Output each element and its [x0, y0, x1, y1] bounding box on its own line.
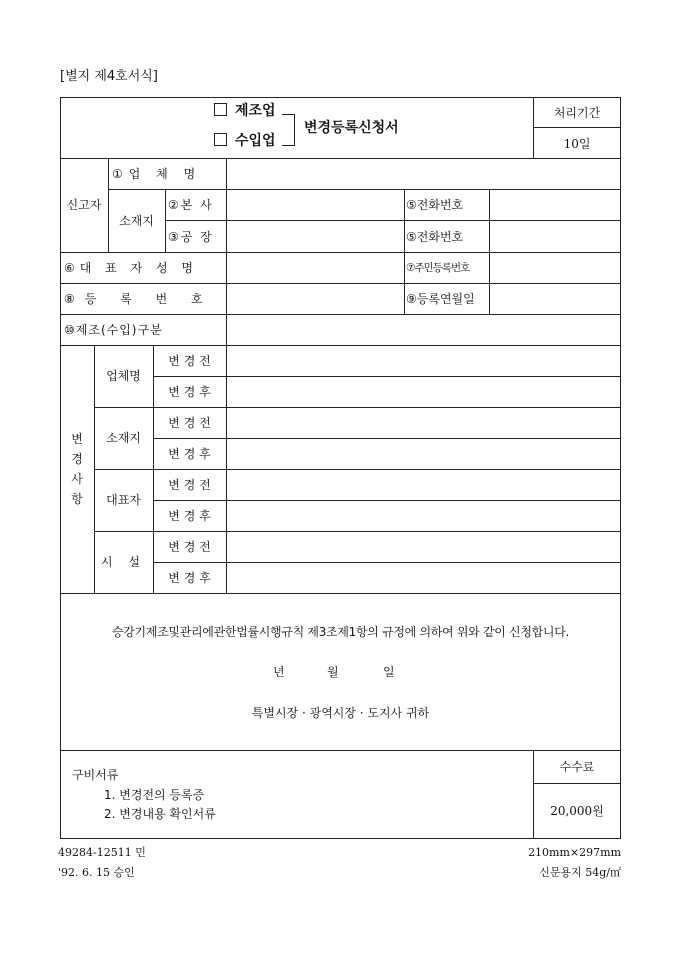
head-office-label: ②본 사: [168, 198, 214, 212]
option-import[interactable]: 수입업: [214, 133, 276, 149]
representative-name-label: ⑥대 표 자 성 명: [64, 261, 198, 275]
representative-before-field[interactable]: [227, 470, 620, 499]
phone-label-head-office: ⑤전화번호: [406, 198, 464, 212]
checkbox-manufacture[interactable]: [214, 103, 227, 116]
change-item-company: 업체명: [106, 369, 141, 383]
phone-label-factory: ⑤전화번호: [406, 230, 464, 244]
date-year: 년: [273, 665, 285, 679]
registration-number-label: ⑧등 록 번 호: [64, 292, 213, 306]
before-label: 변 경 전: [168, 416, 211, 430]
checkbox-import[interactable]: [214, 133, 227, 146]
change-item-representative: 대표자: [106, 493, 141, 507]
company-before-field[interactable]: [227, 346, 620, 375]
paper-size: 210mm×297mm: [528, 846, 621, 859]
after-label: 변 경 후: [168, 571, 211, 585]
facility-after-field[interactable]: [227, 563, 620, 592]
head-office-field[interactable]: [227, 190, 403, 219]
registration-date-field[interactable]: [490, 284, 620, 313]
company-name-field[interactable]: [227, 159, 620, 188]
approval-date: '92. 6. 15 승인: [58, 866, 135, 879]
factory-phone-field[interactable]: [490, 221, 620, 251]
location-before-field[interactable]: [227, 408, 620, 437]
form-title: 변경등록신청서: [304, 120, 399, 136]
change-section-label-3: 사: [71, 472, 83, 486]
before-label: 변 경 전: [168, 354, 211, 368]
resident-number-field[interactable]: [490, 253, 620, 282]
facility-before-field[interactable]: [227, 532, 620, 561]
fee-value: 20,000원: [550, 804, 604, 818]
change-section-label-4: 항: [71, 492, 83, 506]
paper-type: 신문용지 54g/㎡: [539, 866, 621, 879]
fee-label: 수수료: [559, 760, 595, 774]
representative-name-field[interactable]: [227, 253, 403, 282]
change-item-facility: 시 설: [101, 555, 146, 569]
change-section-label-1: 변: [71, 432, 83, 446]
declaration-text: 승강기제조및관리에관한법률시행규칙 제3조제1항의 규정에 의하여 위와 같이 신청합니다.: [111, 625, 570, 639]
processing-period-value: 10일: [563, 137, 591, 151]
before-label: 변 경 전: [168, 478, 211, 492]
before-label: 변 경 전: [168, 540, 211, 554]
company-after-field[interactable]: [227, 377, 620, 406]
location-after-field[interactable]: [227, 439, 620, 468]
required-documents-label: 구비서류: [72, 768, 119, 782]
head-office-phone-field[interactable]: [490, 190, 620, 219]
form-label: [별지 제4호서식]: [60, 69, 158, 84]
after-label: 변 경 후: [168, 385, 211, 399]
factory-label: ③공 장: [168, 230, 214, 244]
form-code: 49284-12511 민: [58, 846, 146, 859]
registration-number-field[interactable]: [227, 284, 403, 313]
factory-field[interactable]: [227, 221, 403, 251]
change-section-label-2: 경: [71, 452, 83, 466]
change-item-location: 소재지: [106, 431, 141, 445]
document-item: 2. 변경내용 확인서류: [104, 807, 216, 821]
registration-date-label: ⑨등록연월일: [406, 292, 475, 306]
resident-number-label: ⑦주민등록번호: [406, 262, 470, 274]
manufacture-type-label: ⑩제조(수입)구분: [64, 323, 163, 337]
after-label: 변 경 후: [168, 509, 211, 523]
option-manufacture[interactable]: 제조업: [214, 103, 276, 119]
reporter-label: 신고자: [66, 198, 102, 212]
date-month: 월: [327, 665, 339, 679]
document-item: 1. 변경전의 등록증: [104, 788, 205, 802]
company-name-label: ①업 체 명: [112, 167, 202, 181]
representative-after-field[interactable]: [227, 501, 620, 530]
after-label: 변 경 후: [168, 447, 211, 461]
bracket-icon: [282, 114, 295, 146]
processing-period-label: 처리기간: [553, 106, 601, 120]
manufacture-type-field[interactable]: [227, 315, 620, 344]
addressee: 특별시장 · 광역시장 · 도지사 귀하: [251, 706, 430, 720]
location-label: 소재지: [119, 214, 154, 228]
date-day: 일: [383, 665, 395, 679]
